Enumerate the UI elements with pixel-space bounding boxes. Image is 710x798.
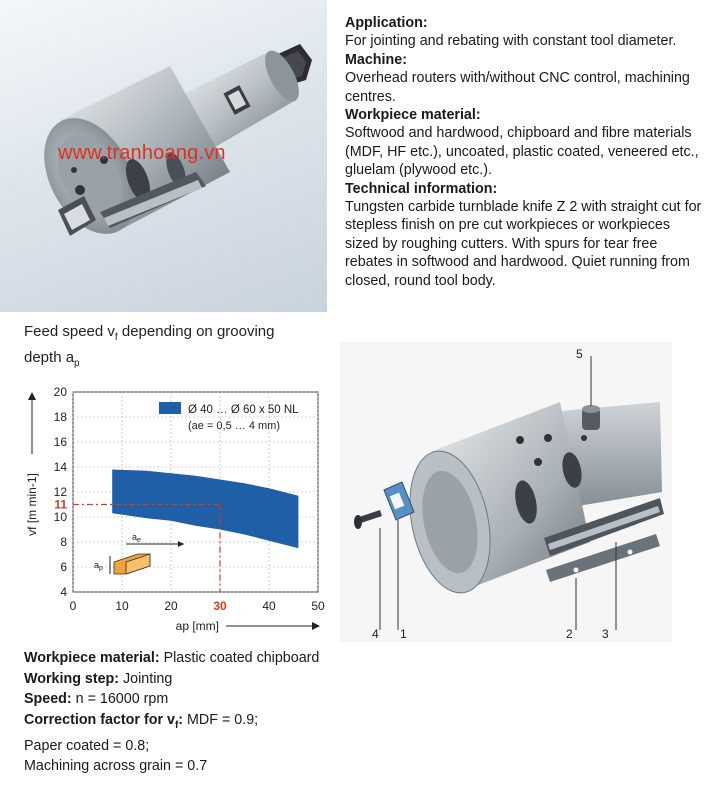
legend-swatch [159, 402, 181, 414]
spec-speed [24, 689, 334, 710]
workpiece-heading: Workpiece material: [345, 107, 481, 124]
machine-heading: Machine: [345, 51, 407, 68]
part-label-5: 5 [576, 347, 583, 361]
y-tick-label: 16 [53, 435, 67, 449]
y-axis-label: vf [m min-1] [25, 473, 39, 536]
caption-line1-tail: depending on grooving [117, 323, 275, 340]
y-tick-label: 4 [60, 585, 67, 599]
watermark[interactable]: www.tranhoang.vn [58, 142, 226, 164]
spec-workpiece-label: Workpiece material: [24, 650, 160, 666]
chart-svg [14, 384, 344, 636]
x-tick-label: 50 [311, 599, 325, 613]
part-label-1: 1 [400, 627, 407, 641]
application-heading: Application: [345, 15, 428, 31]
technical-text: Tungsten carbide turnblade knife Z 2 with straight cut for stepless finish on pre cut workpieces or workpieces sized by roughing cutters. With spurs for tear free rebates in softwood and hardwood. Quiet running from closed, round tool body. [345, 199, 702, 289]
spec-paper: Paper coated = 0.8; [24, 737, 150, 754]
application-info [345, 14, 705, 290]
spec-correction-sub: f [174, 719, 179, 731]
spec-correction [24, 710, 334, 736]
exploded-view [340, 342, 672, 642]
exploded-view-svg [340, 342, 672, 642]
x-axis-label: ap [mm] [175, 619, 219, 633]
caption-line2-sub: p [74, 358, 80, 369]
spec-step-label: Working step: [24, 670, 120, 687]
spec-workpiece [24, 648, 334, 669]
caption-line1: Feed speed v [24, 323, 115, 340]
technical-heading: Technical information: [345, 180, 498, 197]
y-axis-arrowhead [28, 392, 36, 400]
y-tick-label: 8 [60, 535, 67, 549]
machining-specs [24, 648, 334, 777]
part-label-2: 2 [566, 627, 573, 641]
part-label-3: 3 [602, 627, 609, 641]
product-photo [0, 0, 327, 312]
x-axis-arrowhead [312, 622, 320, 630]
x-tick-label: 0 [69, 599, 77, 613]
spec-correction-colon: : [178, 711, 184, 728]
spec-correction-label-text: Correction factor for v [24, 711, 175, 728]
machine-text: Overhead routers with/without CNC control, machining centres. [345, 70, 690, 105]
spec-step-value: Jointing [119, 670, 173, 687]
y-tick-label: 18 [53, 410, 67, 424]
inset-ap-label: $a_p$ [94, 560, 103, 572]
chart-caption [24, 322, 324, 374]
feed-speed-chart [14, 384, 344, 636]
y-tick-label: 6 [60, 560, 67, 574]
x-tick-label: 30 [213, 599, 227, 613]
y-tick-label: 20 [53, 385, 67, 399]
spec-correction-label [24, 711, 184, 731]
spec-speed-label: Speed: [24, 691, 72, 707]
legend-note: (ae = 0,5 … 4 mm) [188, 420, 281, 432]
workpiece-text: Softwood and hardwood, chipboard and fibre materials (MDF, HF etc.), uncoated, plastic coated, veneered etc., gluelam (plywood etc.). [345, 125, 699, 179]
highlight-y-label: 11 [54, 497, 67, 512]
y-tick-label: 12 [53, 485, 67, 499]
spec-step [24, 669, 334, 690]
part-label-4: 4 [372, 627, 379, 641]
spec-grain: Machining across grain = 0.7 [24, 758, 208, 775]
y-tick-label: 14 [53, 460, 67, 474]
spec-correction-value: MDF = 0.9; [183, 711, 259, 728]
x-tick-label: 40 [262, 599, 276, 613]
spec-workpiece-value: Plastic coated chipboard [159, 650, 320, 666]
application-text: For jointing and rebating with constant tool diameter. [345, 33, 677, 50]
legend-label: Ø 40 … Ø 60 x 50 NL [188, 404, 299, 416]
caption-line1-sub: f [114, 332, 118, 343]
spec-speed-value: n = 16000 rpm [71, 691, 169, 707]
x-tick-label: 20 [164, 599, 178, 613]
caption-line2: depth a [24, 349, 75, 366]
x-tick-label: 10 [115, 599, 129, 613]
inset-ae-label: $a_e$ [132, 532, 141, 544]
y-tick-label: 10 [53, 510, 67, 524]
